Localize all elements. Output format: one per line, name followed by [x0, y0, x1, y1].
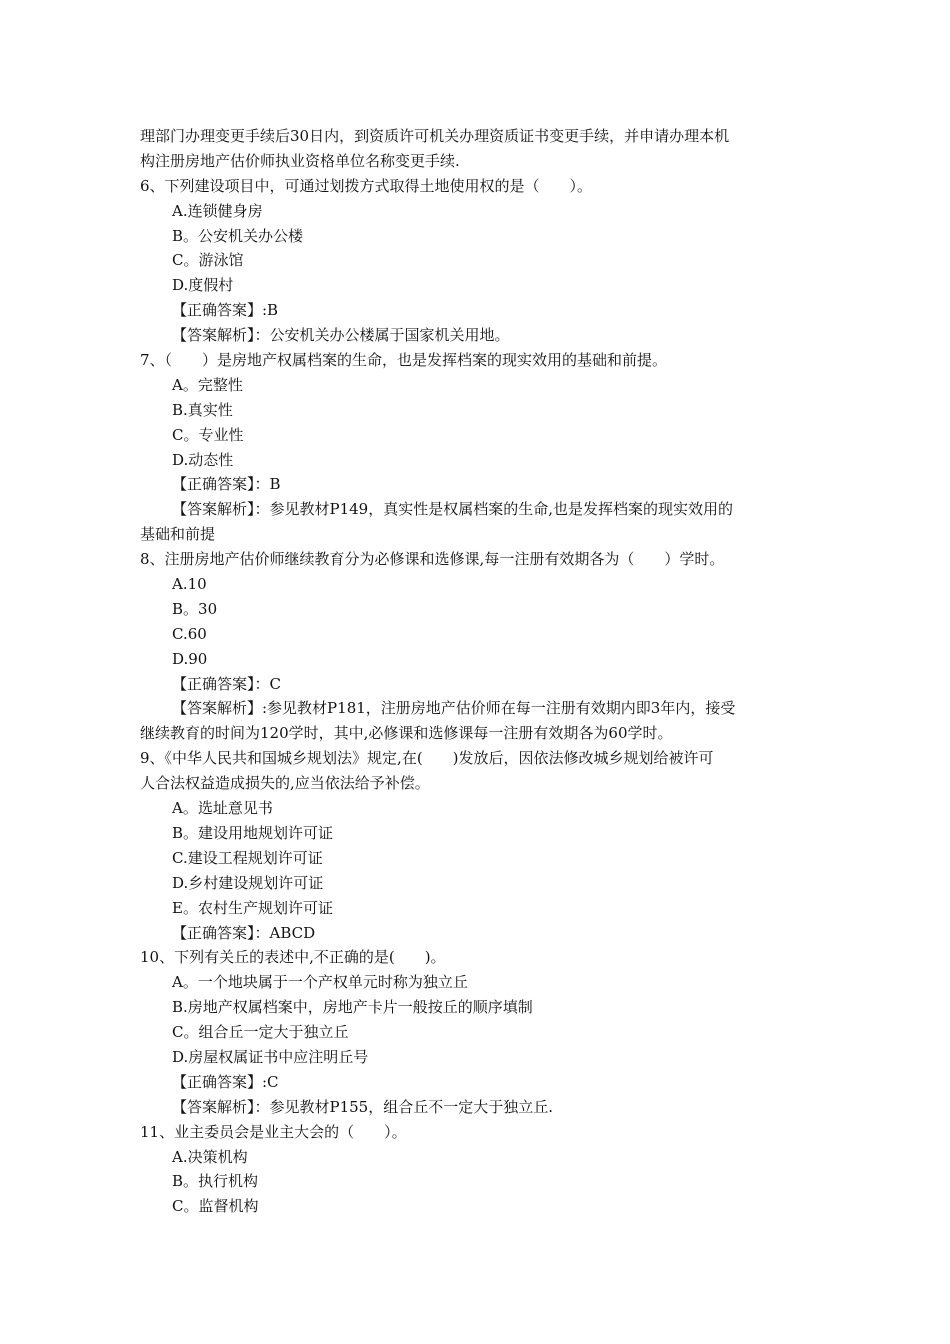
option-a: A。一个地块属于一个产权单元时称为独立丘 — [172, 973, 468, 992]
option-a: A.10 — [172, 575, 207, 594]
option-e: E。农村生产规划许可证 — [172, 898, 333, 917]
question-stem: 11、业主委员会是业主大会的（ ）。 — [140, 1122, 407, 1141]
option-c: C.60 — [172, 624, 207, 643]
question-6 — [140, 174, 820, 348]
option-b: B。公安机关办公楼 — [172, 226, 304, 245]
answer-analysis: 【答案解析】：参见教材P155，组合丘不一定大于独立丘. — [172, 1097, 553, 1116]
option-d: D.度假村 — [172, 276, 234, 295]
intro-line: 构注册房地产估价师执业资格单位名称变更手续. — [140, 151, 460, 170]
question-stem: 9、《中华人民共和国城乡规划法》规定,在( )发放后，因依法修改城乡规划给被许可 — [140, 749, 714, 768]
option-b: B.房地产权属档案中，房地产卡片一般按丘的顺序填制 — [172, 998, 533, 1017]
document-body — [140, 124, 820, 1219]
option-c: C.建设工程规划许可证 — [172, 848, 323, 867]
option-d: D.动态性 — [172, 450, 234, 469]
answer-analysis-continued: 继续教育的时间为120学时，其中,必修课和选修课每一注册有效期各为60学时。 — [140, 724, 673, 743]
option-c: C。监督机构 — [172, 1197, 259, 1216]
question-8 — [140, 547, 820, 746]
question-9 — [140, 746, 820, 945]
option-c: C。专业性 — [172, 425, 244, 444]
option-c: C。组合丘一定大于独立丘 — [172, 1023, 349, 1042]
answer-analysis: 【答案解析】：参见教材P149，真实性是权属档案的生命,也是发挥档案的现实效用的 — [172, 500, 733, 519]
question-stem: 7、（ ）是房地产权属档案的生命，也是发挥档案的现实效用的基础和前提。 — [140, 351, 668, 370]
option-b: B。建设用地规划许可证 — [172, 823, 334, 842]
option-d: D.90 — [172, 649, 208, 668]
option-a: A。完整性 — [172, 375, 243, 394]
correct-answer: 【正确答案】：ABCD — [172, 923, 316, 942]
option-b: B.真实性 — [172, 400, 233, 419]
question-11 — [140, 1120, 820, 1220]
option-a: A.连锁健身房 — [172, 201, 263, 220]
correct-answer: 【正确答案】:B — [172, 301, 279, 320]
question-stem: 6、下列建设项目中，可通过划拨方式取得土地使用权的是（ ）。 — [140, 176, 593, 195]
intro-line: 理部门办理变更手续后30日内，到资质许可机关办理资质证书变更手续，并申请办理本机 — [140, 127, 730, 145]
option-d: D.乡村建设规划许可证 — [172, 873, 324, 892]
question-stem-continued: 人合法权益造成损失的,应当依法给予补偿。 — [140, 774, 430, 793]
answer-analysis-continued: 基础和前提 — [140, 525, 216, 544]
answer-analysis: 【答案解析】：公安机关办公楼属于国家机关用地。 — [172, 326, 510, 345]
option-b: B。执行机构 — [172, 1172, 259, 1191]
option-d: D.房屋权属证书中应注明丘号 — [172, 1047, 369, 1066]
option-a: A。选址意见书 — [172, 799, 273, 818]
question-7 — [140, 348, 820, 547]
option-c: C。游泳馆 — [172, 251, 244, 270]
question-stem: 10、下列有关丘的表述中,不正确的是( )。 — [140, 948, 446, 967]
question-10 — [140, 945, 820, 1119]
option-a: A.决策机构 — [172, 1147, 248, 1166]
answer-analysis: 【答案解析】:参见教材P181，注册房地产估价师在每一注册有效期内即3年内，接受 — [172, 699, 736, 718]
option-b: B。30 — [172, 599, 218, 618]
question-stem: 8、注册房地产估价师继续教育分为必修课和选修课,每一注册有效期各为（ ）学时。 — [140, 550, 725, 569]
correct-answer: 【正确答案】：C — [172, 674, 281, 693]
correct-answer: 【正确答案】:C — [172, 1072, 279, 1091]
correct-answer: 【正确答案】：B — [172, 475, 281, 494]
